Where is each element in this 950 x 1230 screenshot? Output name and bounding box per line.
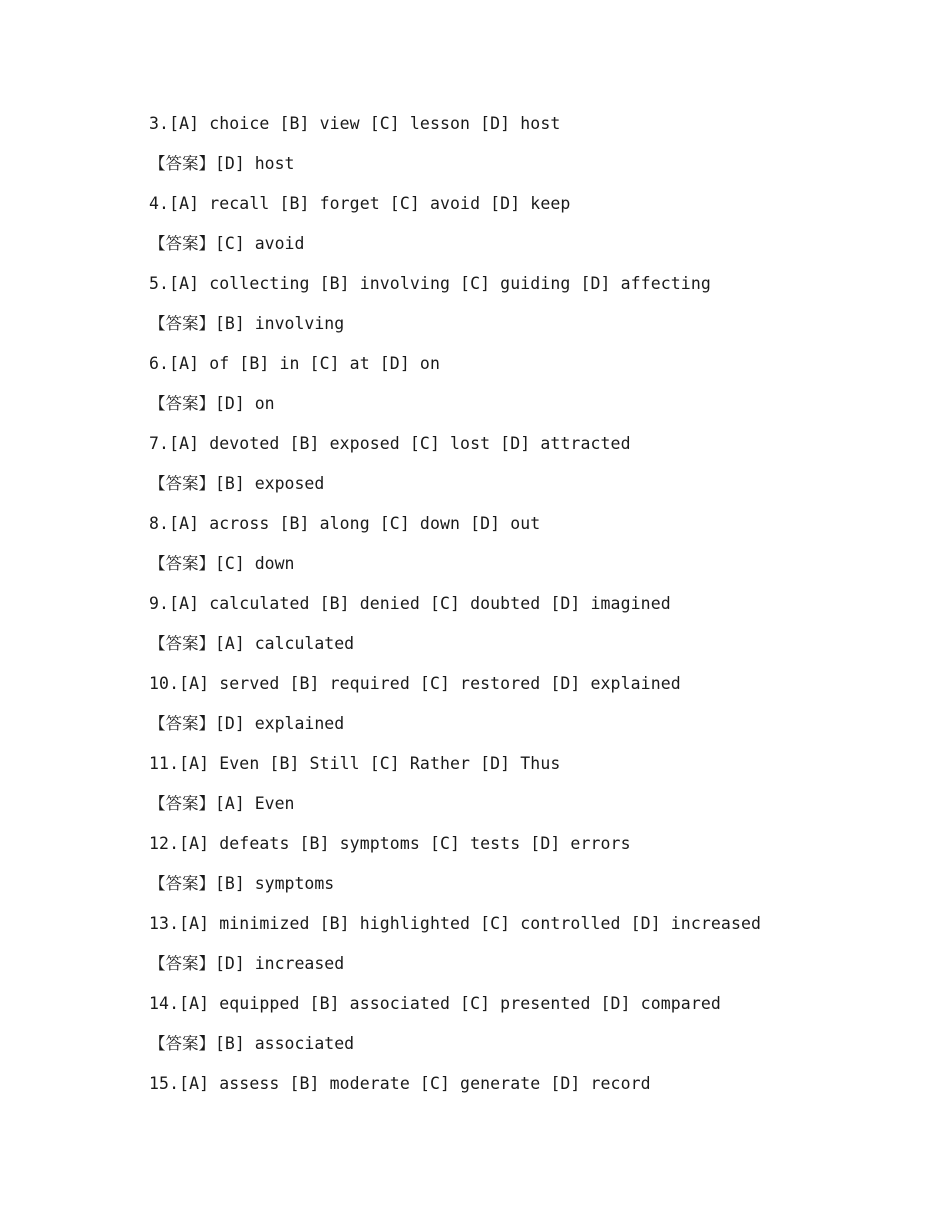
answer-label: 【答案】: [149, 954, 215, 973]
question-line: 8.[A] across [B] along [C] down [D] out: [149, 514, 541, 533]
question-line: 4.[A] recall [B] forget [C] avoid [D] keep: [149, 194, 571, 213]
question-line: 11.[A] Even [B] Still [C] Rather [D] Thus: [149, 754, 561, 773]
answer-line: [149, 951, 849, 991]
answer-label: 【答案】: [149, 474, 215, 493]
answer-line: [149, 1031, 849, 1071]
answer-label: 【答案】: [149, 1034, 215, 1053]
answer-line: [149, 551, 849, 591]
answer-label: 【答案】: [149, 634, 215, 653]
answer-value: [D] on: [215, 394, 275, 413]
answer-line: [149, 231, 849, 271]
answer-line: [149, 391, 849, 431]
answer-value: [A] Even: [215, 794, 295, 813]
answer-value: [B] exposed: [215, 474, 325, 493]
question-line: 13.[A] minimized [B] highlighted [C] controlled [D] increased: [149, 914, 762, 933]
answer-value: [C] avoid: [215, 234, 305, 253]
answer-label: 【答案】: [149, 234, 215, 253]
answer-line: [149, 151, 849, 191]
answer-value: [C] down: [215, 554, 295, 573]
answer-value: [D] explained: [215, 714, 345, 733]
question-line: 6.[A] of [B] in [C] at [D] on: [149, 354, 440, 373]
answer-value: [D] increased: [215, 954, 345, 973]
question-line: 5.[A] collecting [B] involving [C] guiding [D] affecting: [149, 274, 711, 293]
question-list: [149, 111, 849, 1111]
answer-label: 【答案】: [149, 154, 215, 173]
question-line: 3.[A] choice [B] view [C] lesson [D] host: [149, 114, 561, 133]
answer-label: 【答案】: [149, 394, 215, 413]
answer-line: [149, 791, 849, 831]
answer-label: 【答案】: [149, 794, 215, 813]
answer-line: [149, 471, 849, 511]
question-line: 7.[A] devoted [B] exposed [C] lost [D] attracted: [149, 434, 631, 453]
question-line: 12.[A] defeats [B] symptoms [C] tests [D] errors: [149, 834, 631, 853]
answer-value: [B] involving: [215, 314, 345, 333]
answer-label: 【答案】: [149, 314, 215, 333]
answer-label: 【答案】: [149, 554, 215, 573]
answer-label: 【答案】: [149, 714, 215, 733]
question-line: 15.[A] assess [B] moderate [C] generate [D] record: [149, 1074, 651, 1093]
answer-value: [A] calculated: [215, 634, 355, 653]
answer-line: [149, 711, 849, 751]
answer-line: [149, 631, 849, 671]
answer-line: [149, 311, 849, 351]
answer-value: [B] symptoms: [215, 874, 335, 893]
question-line: 14.[A] equipped [B] associated [C] presented [D] compared: [149, 994, 721, 1013]
answer-value: [D] host: [215, 154, 295, 173]
answer-line: [149, 871, 849, 911]
question-line: 10.[A] served [B] required [C] restored [D] explained: [149, 674, 681, 693]
answer-value: [B] associated: [215, 1034, 355, 1053]
question-line: 9.[A] calculated [B] denied [C] doubted [D] imagined: [149, 594, 671, 613]
answer-label: 【答案】: [149, 874, 215, 893]
